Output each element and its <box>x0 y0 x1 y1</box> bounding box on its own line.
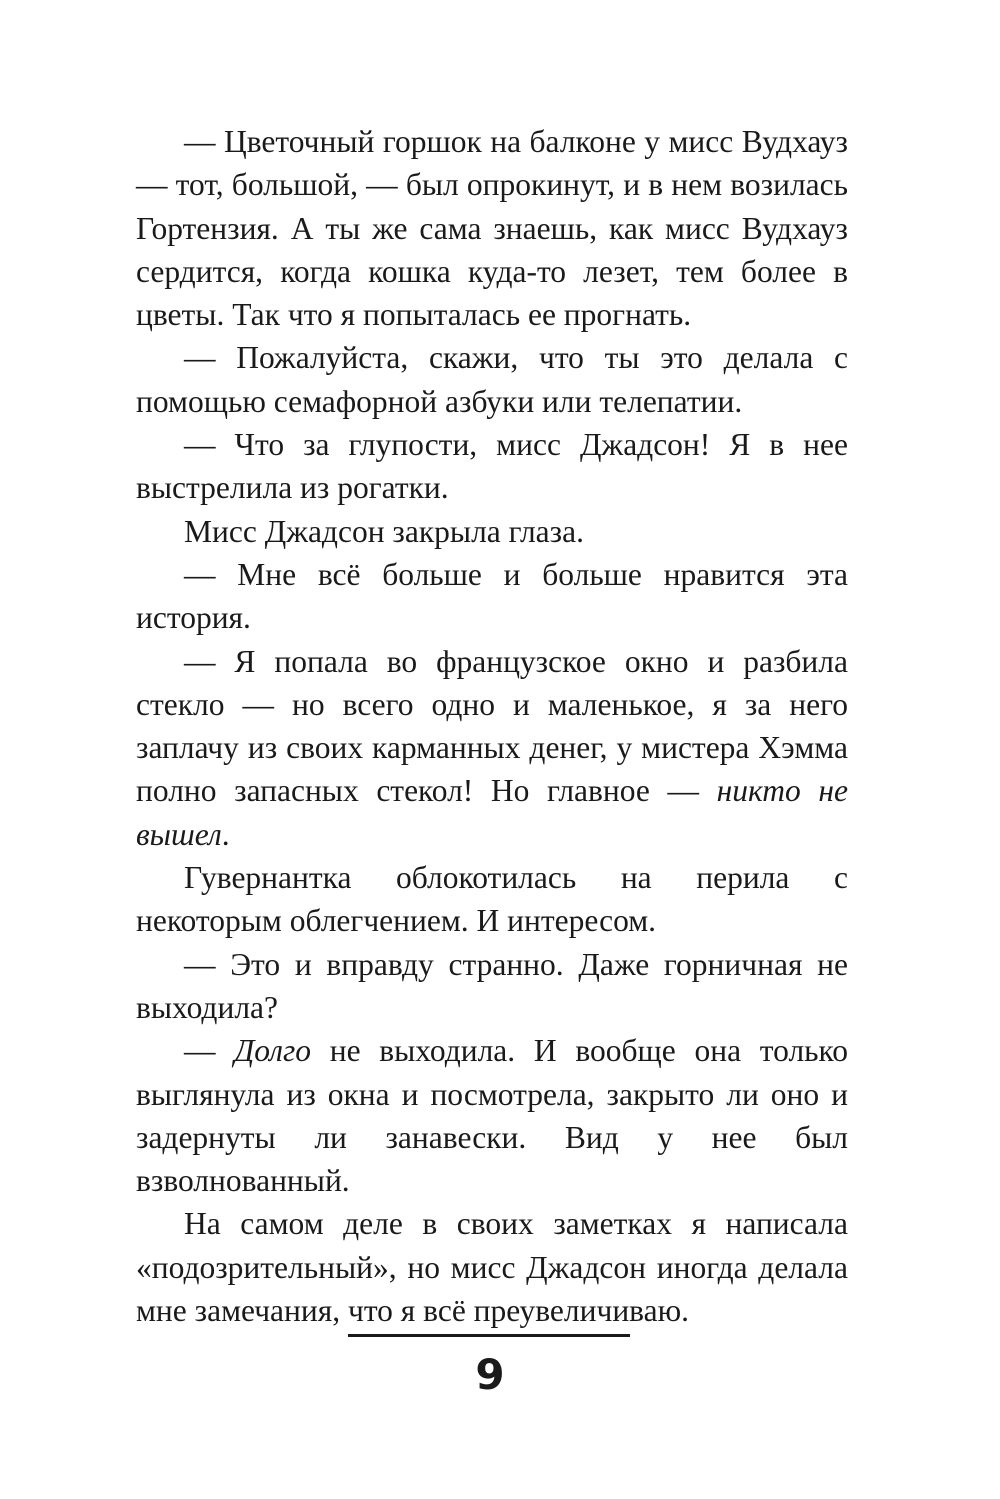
paragraph-text: — Я попала во французское окно и разбила стекло — но всего одно и маленькое, я за него заплачу из своих карманных денег, у мистера Хэмма полно запасных стекол! Но главное — <box>136 643 848 809</box>
paragraph <box>136 856 848 943</box>
paragraph-text: — Мне всё больше и больше нравится эта история. <box>136 556 848 636</box>
paragraph <box>136 1029 848 1202</box>
paragraph <box>136 1202 848 1332</box>
paragraph-text: — Это и вправду странно. Даже горничная не выходила? <box>136 946 848 1025</box>
emphasized-text: никто не вышел <box>136 773 848 852</box>
paragraph-text: не выходила. И вообще она только выглянула из окна и посмотрела, закрыто ли оно и задернуты ли занавески. Вид у нее был взволнованный. <box>136 1033 848 1199</box>
paragraph <box>136 120 848 336</box>
body-text <box>136 120 848 1332</box>
paragraph-text: Гувернантка облокотилась на перила с некоторым облегчением. И интересом. <box>136 860 848 939</box>
footer-rule <box>348 1334 630 1337</box>
page-number: 9 <box>475 1350 505 1399</box>
paragraph-text: — Пожалуйста, скажи, что ты это делала с помощью семафорной азбуки или телепатии. <box>136 340 848 419</box>
paragraph <box>136 640 848 856</box>
emphasized-text: Долго <box>234 1033 311 1069</box>
paragraph-text: . <box>221 816 230 852</box>
paragraph <box>136 510 848 553</box>
paragraph <box>136 423 848 510</box>
paragraph-text: — Что за глупости, мисс Джадсон! Я в нее выстрелила из рогатки. <box>136 427 848 506</box>
paragraph-text: Мисс Джадсон закрыла глаза. <box>184 513 584 549</box>
paragraph <box>136 553 848 640</box>
paragraph <box>136 943 848 1030</box>
paragraph <box>136 336 848 423</box>
paragraph-text: На самом деле в своих заметках я написала «подозрительный», но мисс Джадсон иногда делала мне замечания, что я всё преувеличиваю. <box>136 1206 848 1329</box>
paragraph-text: — <box>184 1033 235 1069</box>
paragraph-text: — Цветочный горшок на балконе у мисс Вудхауз — тот, большой, — был опрокинут, и в нем возилась Гортензия. А ты же сама знаешь, как мисс Вудхауз сердится, когда кошка куда-то лезет, тем более в цветы. Так что я попыталась ее прогнать. <box>136 124 848 333</box>
